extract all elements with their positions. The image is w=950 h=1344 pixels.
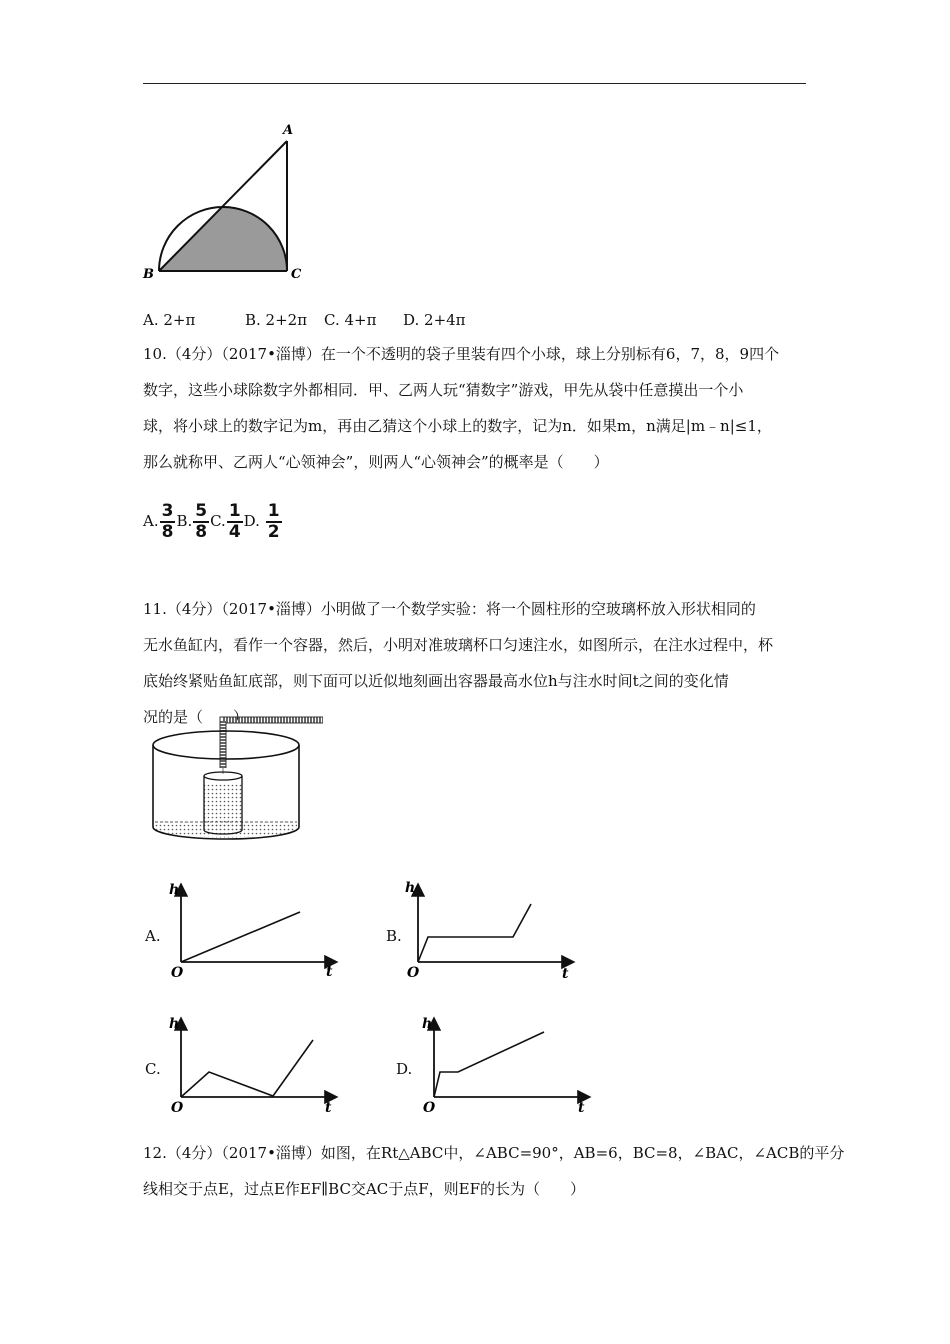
- q11-option-b-label: B.: [386, 927, 402, 945]
- q11-line-3: 底始终紧贴鱼缸底部，则下面可以近似地刻画出容器最高水位h与注水时间t之间的变化情: [143, 672, 729, 690]
- q12-line-2: 线相交于点E，过点E作EF∥BC交AC于点F，则EF的长为（ ）: [143, 1180, 586, 1198]
- q11-container-figure: [143, 712, 333, 842]
- q11-graph-b-t: t: [562, 966, 569, 980]
- q9-label-a: A: [283, 123, 294, 138]
- q10-option-d-num: 1: [267, 501, 280, 521]
- q11-graph-b-curve: [418, 904, 531, 962]
- q10-option-b-den: 8: [195, 522, 208, 542]
- q11-graph-a-h: h: [169, 882, 180, 898]
- q11-graph-a-t: t: [326, 964, 333, 980]
- q11-line-4: 况的是（ ）: [143, 708, 249, 726]
- q10-line-3: 球，将小球上的数字记为m，再由乙猜这个小球上的数字，记为n．如果m，n满足|m﹣n|≤1，: [143, 417, 772, 435]
- q10-option-d-fraction: [266, 502, 282, 542]
- q9-option-c: C. 4+π: [324, 311, 377, 329]
- q11-line-1: 11.（4分）（2017•淄博）小明做了一个数学实验：将一个圆柱形的空玻璃杯放入形状相同的: [143, 600, 756, 618]
- q12-line-1: 12.（4分）（2017•淄博）如图，在Rt△ABC中，∠ABC=90°，AB=6，BC=8，∠BAC，∠ACB的平分: [143, 1144, 845, 1162]
- q11-graph-b-h: h: [405, 880, 416, 896]
- q10-option-c-fraction: [227, 502, 243, 542]
- q10-line-2: 数字，这些小球除数字外都相同．甲、乙两人玩“猜数字”游戏，甲先从袋中任意摸出一个小: [143, 381, 744, 399]
- q11-graph-c-t: t: [325, 1100, 332, 1116]
- q11-graph-c-o: O: [171, 1100, 184, 1116]
- q10-option-a-num: 3: [161, 501, 174, 521]
- q11-graph-a-curve: [181, 912, 300, 962]
- q10-option-a-fraction: [160, 502, 176, 542]
- q11-graph-a: [165, 878, 345, 980]
- q11-graph-c: [165, 1012, 345, 1116]
- q10-option-a-letter: A.: [143, 512, 159, 530]
- q10-options: [143, 502, 283, 542]
- q9-label-c: C: [291, 267, 302, 282]
- q11-glass-water: [204, 784, 242, 830]
- q10-option-b-letter: B.: [176, 512, 193, 530]
- q11-option-a-label: A.: [145, 927, 161, 945]
- q11-graph-d-t: t: [578, 1100, 585, 1116]
- q11-line-2: 无水鱼缸内，看作一个容器，然后，小明对准玻璃杯口匀速注水，如图所示，在注水过程中，杯: [143, 636, 774, 654]
- q9-figure: [140, 118, 310, 286]
- q10-option-b-num: 5: [195, 501, 208, 521]
- q11-pipe: [223, 720, 323, 768]
- q9-option-d: D. 2+4π: [403, 311, 466, 329]
- q10-option-d-letter: D.: [243, 512, 260, 530]
- q10-line-4: 那么就称甲、乙两人“心领神会”，则两人“心领神会”的概率是（ ）: [143, 453, 609, 471]
- q11-graph-a-o: O: [171, 965, 184, 980]
- header-rule: [143, 83, 806, 84]
- q10-option-c-num: 1: [228, 501, 241, 521]
- q11-graph-d-h: h: [422, 1016, 433, 1032]
- q11-pipe-outline: [220, 717, 323, 768]
- q10-option-b-fraction: [193, 502, 209, 542]
- q11-graph-c-h: h: [169, 1016, 180, 1032]
- q11-option-d-label: D.: [396, 1060, 413, 1078]
- q10-option-d-den: 2: [267, 522, 280, 542]
- q11-graph-d-o: O: [423, 1100, 436, 1116]
- q9-label-b: B: [143, 267, 154, 282]
- q11-graph-c-curve: [181, 1040, 313, 1097]
- q11-graph-b-o: O: [407, 965, 420, 980]
- q11-option-c-label: C.: [145, 1060, 161, 1078]
- q11-graph-d: [418, 1012, 598, 1116]
- q10-line-1: 10.（4分）（2017•淄博）在一个不透明的袋子里装有四个小球，球上分别标有6，7，8，9四个: [143, 345, 780, 363]
- q10-option-c-letter: C.: [210, 512, 226, 530]
- q10-option-c-den: 4: [228, 522, 241, 542]
- q10-option-a-den: 8: [161, 522, 174, 542]
- q9-option-a: A. 2+π: [143, 311, 196, 329]
- q9-option-b: B. 2+2π: [245, 311, 308, 329]
- q11-graph-d-curve: [434, 1032, 544, 1097]
- q11-graph-b: [402, 878, 582, 980]
